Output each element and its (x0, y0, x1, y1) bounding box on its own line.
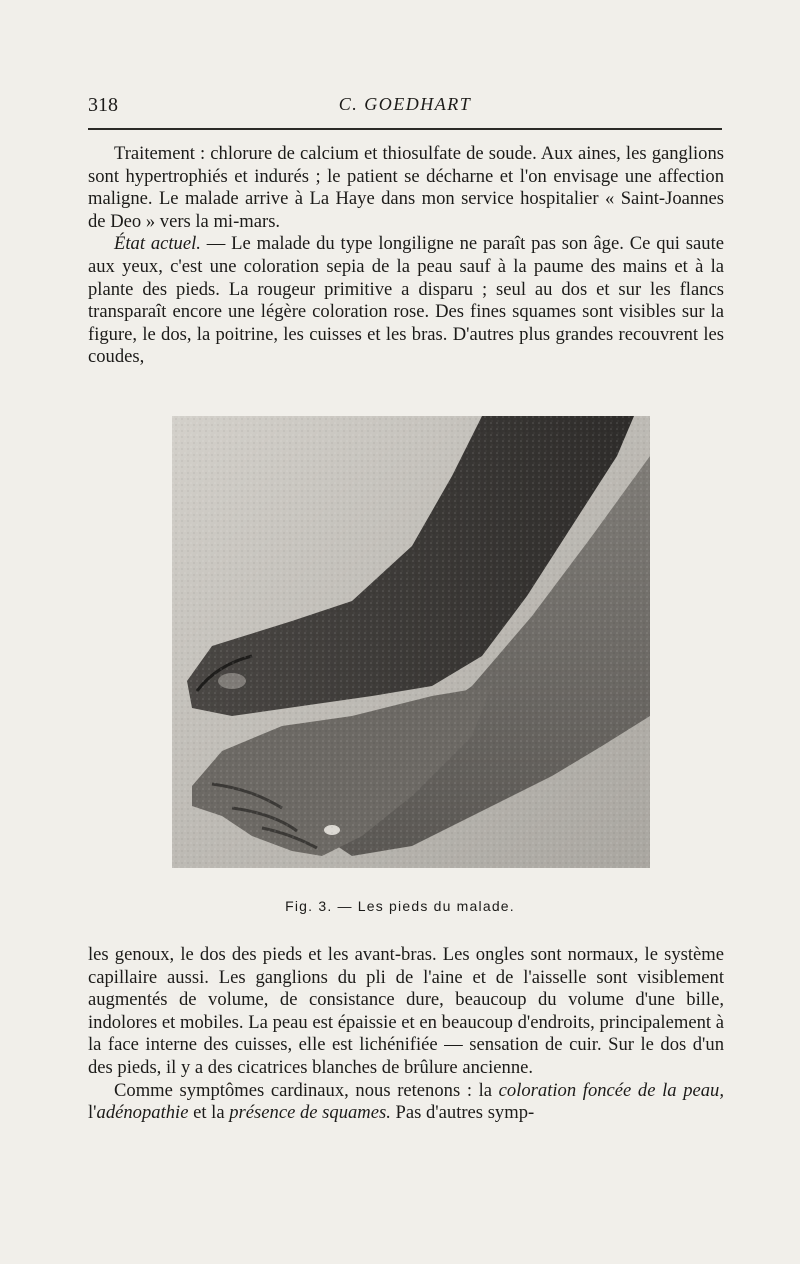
running-head: C. GOEDHART (338, 94, 472, 114)
paragraph-text: — Le malade du type longiligne ne paraît pas son âge. Ce qui saute aux yeux, c'est une coloration sepia de la peau sauf à la paume des mains et à la plante des pieds. La rougeur primitive a disparu ; seul au dos et sur les flancs transparaît encore une légère coloration rose. Des fines squames sont visibles sur la figure, le dos, la poitrine, les cuisses et les bras. D'autres plus grandes recouvrent les coudes, (88, 233, 724, 368)
paragraph-text: Comme symptômes cardinaux, nous retenons : la (114, 1079, 499, 1101)
emphasis: coloration foncée de la peau, (498, 1079, 724, 1101)
paragraph-text: et la (188, 1102, 230, 1124)
paragraph: Traitement : chlorure de calcium et thiosulfate de soude. Aux aines, les ganglions sont hypertrophiés et indurés ; le patient se décharne et l'on envisage une affection maligne. Le malade arrive à La Haye dans mon service hospitalier « Saint-Joannes de Deo » vers la mi-mars. (88, 143, 724, 232)
emphasis: présence de squames. (229, 1102, 391, 1124)
paragraph (88, 233, 724, 369)
paragraph-text: Pas d'autres symp- (390, 1102, 535, 1124)
paragraph: les genoux, le dos des pieds et les avant-bras. Les ongles sont normaux, le système capillaire aussi. Les ganglions du pli de l'aine et de l'aisselle sont visiblement augmentés de volume, de consistance dure, beaucoup du volume d'une bille, indolores et mobiles. La peau est épaissie et en beaucoup d'endroits, principalement à la face interne des cuisses, elle est lichénifiée — sensation de cuir. Sur le dos d'un des pieds, il y a des cicatrices blanches de brûlure ancienne. (88, 944, 724, 1078)
body-text-bottom (88, 944, 724, 1125)
figure-photo (172, 416, 650, 868)
header-rule (88, 128, 722, 130)
section-lead: État actuel. (114, 233, 201, 255)
paragraph (88, 1080, 724, 1125)
paragraph-text: l' (88, 1102, 97, 1124)
page-number: 318 (88, 94, 118, 116)
feet-photograph (172, 416, 650, 868)
body-text-top (88, 143, 724, 369)
figure-caption: Fig. 3. — Les pieds du malade. (285, 898, 515, 914)
emphasis: adénopathie (96, 1102, 189, 1124)
page-header (88, 94, 722, 118)
